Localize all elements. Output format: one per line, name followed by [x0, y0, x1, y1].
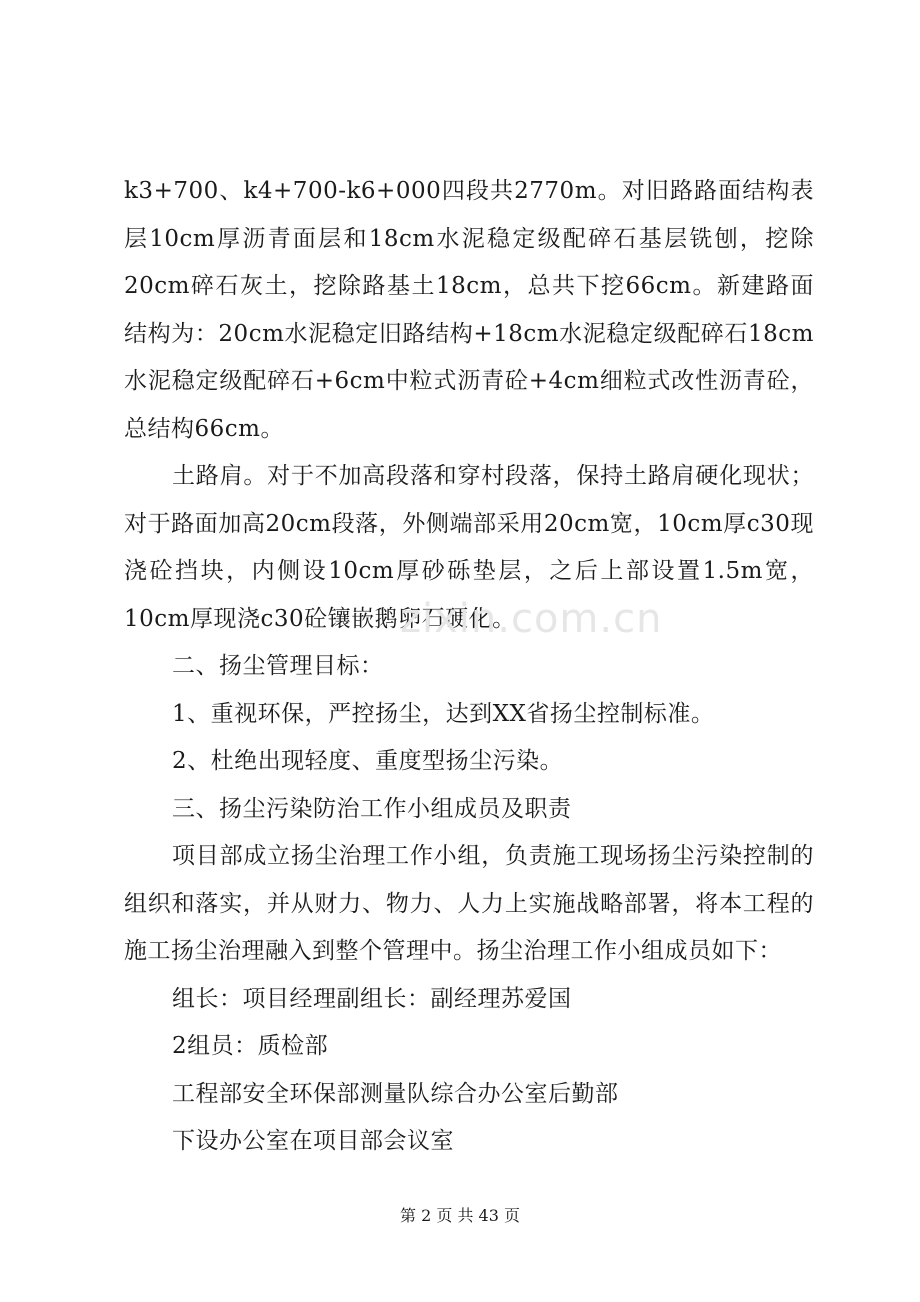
- paragraph-team-intro: 项目部成立扬尘治理工作小组，负责施工现场扬尘污染控制的组织和落实，并从财力、物力、人力上实施战略部署，将本工程的施工扬尘治理融入到整个管理中。扬尘治理工作小组成员如下：: [124, 843, 814, 964]
- document-body: [124, 168, 814, 1166]
- page-footer: 第 2 页 共 43 页: [400, 1206, 520, 1225]
- paragraph-shoulder: 土路肩。对于不加高段落和穿村段落，保持土路肩硬化现状；对于路面加高20cm段落，外侧端部采用20cm宽，10cm厚c30现浇砼挡块，内侧设10cm厚砂砾垫层，之后上部设置1.5m宽，10cm厚现浇c30砼镶嵌鹅卵石硬化。: [124, 463, 814, 632]
- paragraph-members: 2组员：质检部: [172, 1033, 329, 1059]
- heading-dust-target: 二、扬尘管理目标：: [172, 653, 384, 679]
- paragraph-departments: 工程部安全环保部测量队综合办公室后勤部: [172, 1080, 619, 1107]
- paragraph-road-structure: k3+700、k4+700-k6+000四段共2770m。对旧路路面结构表层10cm厚沥青面层和18cm水泥稳定级配碎石基层铣刨，挖除20cm碎石灰土，挖除路基土18cm，总共下挖66cm。新建路面结构为：20cm水泥稳定旧路结构+18cm水泥稳定级配碎石18cm水泥稳定级配碎石+6cm中粒式沥青砼+4cm细粒式改性沥青砼，总结构66cm。: [124, 178, 814, 442]
- watermark: zixin.com.cn: [400, 596, 663, 642]
- heading-team: 三、扬尘污染防治工作小组成员及职责: [172, 795, 572, 822]
- paragraph-office: 下设办公室在项目部会议室: [172, 1128, 454, 1154]
- list-item-2: 2、杜绝出现轻度、重度型扬尘污染。: [172, 748, 564, 774]
- paragraph-leader: 组长：项目经理副组长：副经理苏爱国: [172, 985, 572, 1012]
- list-item-1: 1、重视环保，严控扬尘，达到XX省扬尘控制标准。: [172, 700, 715, 727]
